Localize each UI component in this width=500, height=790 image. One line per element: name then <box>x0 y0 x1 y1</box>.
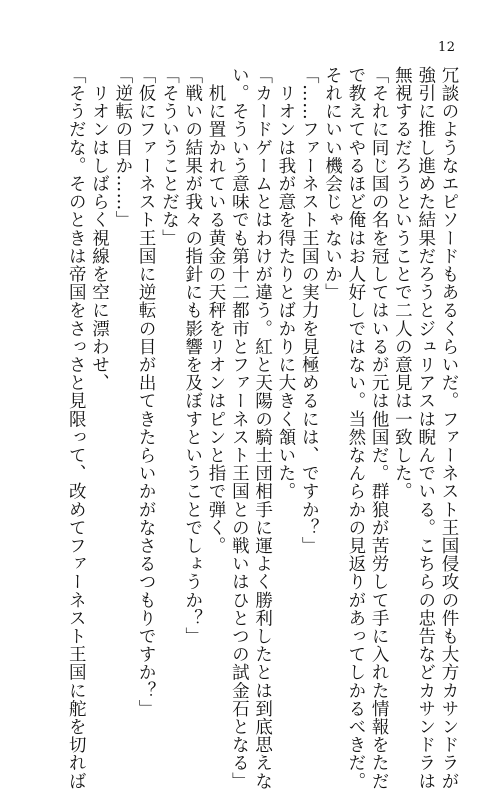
text-line: 「カードゲームとはわけが違う。紅と天陽の騎士団相手に運よく勝利したとは到底思えな <box>252 66 273 790</box>
text-line: リオンはしばらく視線を空に漂わせ、 <box>89 66 110 392</box>
text-line: 「そうだな。そのときは帝国をさっさと見限って、改めてファーネスト王国に舵を切れば <box>66 66 87 790</box>
vertical-body-text <box>62 66 460 790</box>
text-line: い。そういう意味でも第十二都市とファーネスト王国との戦いはひとつの試金石となる」 <box>229 66 250 790</box>
text-line: で教えてやるほど俺はお人好しではない。当然なんらかの見返りがあってしかるべきだ。 <box>345 66 366 790</box>
page-number: 12 <box>438 40 456 55</box>
text-line: それにいい機会じゃないか」 <box>322 66 343 302</box>
text-line: 冗談のようなエピソードもあるくらいだ。ファーネスト王国侵攻の件も大方カサンドラが <box>439 66 459 790</box>
text-line: 机に置かれている黄金の天秤をリオンはピンと指で弾く。 <box>206 66 227 555</box>
text-line: 「……ファーネスト王国の実力を見極めるには、ですか？」 <box>299 66 320 555</box>
text-line: 「逆転の目か……」 <box>112 66 133 229</box>
text-line: 「そういうことだな」 <box>159 66 180 247</box>
text-line: 「戦いの結果が我々の指針にも影響を及ぼすということでしょうか？」 <box>182 66 203 646</box>
text-line: 無視するだろうということで二人の意見は一致した。 <box>392 66 413 501</box>
text-line: 「それに同じ国の名を冠してはいるが元は他国だ。群狼が苦労して手に入れた情報をただ <box>369 66 390 790</box>
text-line: 「仮にファーネスト王国に逆転の目が出てきたらいかがなさるつもりですか？」 <box>136 66 157 718</box>
text-line: リオンは我が意を得たりとばかりに大きく頷いた。 <box>275 66 296 501</box>
text-line: 強引に推し進めた結果だろうとジュリアスは睨んでいる。こちらの忠告などカサンドラは <box>415 66 436 790</box>
